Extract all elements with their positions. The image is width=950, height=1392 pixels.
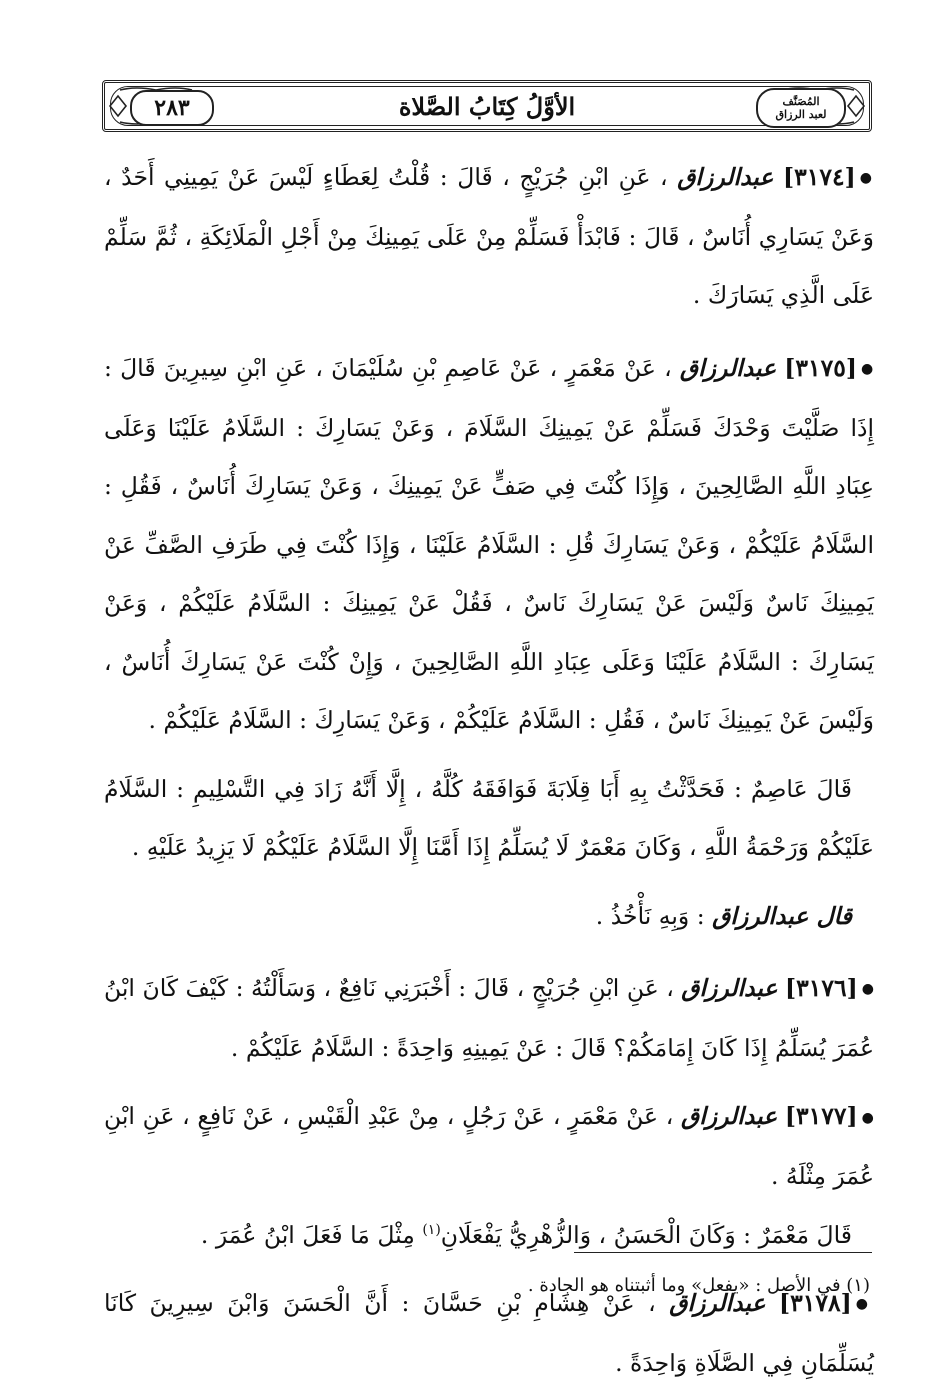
author-label: قال عبدالرزاق — [712, 901, 852, 930]
bullet-icon: ● — [861, 361, 874, 377]
hadith-paragraph — [104, 1087, 874, 1205]
narrator-name: عبدالرزاق — [680, 1102, 778, 1131]
commentary-paragraph — [104, 1206, 874, 1265]
footnote-divider — [574, 1252, 872, 1253]
page-number: ٢٨٣ — [130, 90, 214, 126]
author-statement-text: : وَبِهِ نَأْخُذُ . — [595, 901, 705, 930]
hadith-text: ، عَنِ ابْنِ جُرَيْجٍ ، قَالَ : أَخْبَرَنِي نَافِعٌ ، وَسَأَلْتُهُ : كَيْفَ كَانَ ابْنُ عُمَرَ يُسَلِّمُ إِذَا كَانَ إِمَامَكُمْ؟ قَالَ : عَنْ يَمِينِهِ وَاحِدَةً : السَّلَامُ عَلَيْكُمْ . — [104, 974, 874, 1062]
commentary-text: مِثْلَ مَا فَعَلَ ابْنُ عُمَرَ . — [200, 1220, 415, 1249]
narrator-name: عبدالرزاق — [681, 974, 778, 1002]
hadith-number: [٣١٧٥] — [784, 353, 858, 382]
bullet-icon: ● — [855, 1296, 874, 1313]
bullet-icon: ● — [861, 1109, 874, 1126]
hadith-paragraph — [104, 339, 874, 750]
bullet-icon: ● — [859, 170, 874, 187]
hadith-text: ، عَنِ ابْنِ جُرَيْجٍ ، قَالَ : قُلْتُ لِعَطَاءٍ لَيْسَ عَنْ يَمِينِي أَحَدٌ ، وَعَنْ يَسَارِي أُنَاسٌ ، قَالَ : فَابْدَأْ فَسَلِّمْ مِنْ عَلَى يَمِينِكَ مِنْ أَجْلِ الْمَلَائِكَةِ ، ثُمَّ سَلِّمْ عَلَى الَّذِي يَسَارَكَ . — [104, 163, 874, 310]
page-header — [102, 80, 872, 132]
commentary-text: قَالَ مَعْمَرٌ : وَكَانَ الْحَسَنُ ، وَالزُّهْرِيُّ يَفْعَلَانِ — [440, 1220, 852, 1249]
author-statement — [104, 887, 874, 946]
hadith-paragraph — [104, 959, 874, 1077]
hadith-number: [٣١٧٤] — [782, 163, 856, 191]
bullet-icon: ● — [861, 981, 874, 998]
narrator-name: عبدالرزاق — [677, 163, 774, 191]
footnote-reference[interactable]: (١) — [422, 1221, 441, 1238]
hadith-text: ، عَنْ هِشَامِ بْنِ حَسَّانَ : أَنَّ الْحَسَنَ وَابْنَ سِيرِينَ كَانَا يُسَلِّمَانِ فِي الصَّلَاةِ وَاحِدَةً . — [104, 1289, 874, 1377]
hadith-number: [٣١٧٨] — [779, 1289, 852, 1317]
seal-bottom-text: لعبد الرزاق — [775, 108, 827, 121]
hadith-text: ، عَنْ مَعْمَرٍ ، عَنْ رَجُلٍ ، مِنْ عَبْدِ الْقَيْسِ ، عَنْ نَافِعٍ ، عَنِ ابْنِ عُمَرَ مِثْلَهُ . — [104, 1102, 874, 1190]
hadith-number: [٣١٧٧] — [784, 1102, 858, 1131]
hadith-number: [٣١٧٦] — [784, 974, 858, 1002]
hadith-text: ، عَنْ مَعْمَرٍ ، عَنْ عَاصِمِ بْنِ سُلَيْمَانَ ، عَنِ ابْنِ سِيرِينَ قَالَ : إِذَا صَلَّيْتَ وَحْدَكَ فَسَلِّمْ عَنْ يَمِينِكَ السَّلَامَ ، وَعَنْ يَسَارِكَ : السَّلَامُ عَلَيْنَا وَعَلَى عِبَادِ اللَّهِ الصَّالِحِينَ ، وَإِذَا كُنْتَ فِي صَفٍّ عَنْ يَمِينِكَ ، وَعَنْ يَسَارِكَ أُنَاسٌ ، فَقُلِ : السَّلَامُ عَلَيْكُمْ ، وَعَنْ يَسَارِكَ قُلِ : السَّلَامُ عَلَيْنَا ، وَإِذَا كُنْتَ فِي طَرَفِ الصَّفِّ عَنْ يَمِينِكَ نَاسٌ وَلَيْسَ عَنْ يَسَارِكَ نَاسٌ ، فَقُلْ عَنْ يَمِينِكَ : السَّلَامُ عَلَيْكُمْ ، وَعَنْ يَسَارِكَ : السَّلَامُ عَلَيْنَا وَعَلَى عِبَادِ اللَّهِ الصَّالِحِينَ ، وَإِنْ كُنْتَ عَنْ يَسَارِكَ أُنَاسٌ ، وَلَيْسَ عَنْ يَمِينِكَ نَاسٌ ، فَقُلِ : السَّلَامُ عَلَيْكُمْ ، وَعَنْ يَسَارِكَ : السَّلَامُ عَلَيْكُمْ . — [104, 353, 874, 734]
book-seal — [756, 88, 846, 128]
footnote: (١) في الأصل : «يفعل» وما أثبتناه هو الجادة . — [527, 1275, 870, 1296]
narrator-name: عبدالرزاق — [679, 353, 777, 382]
seal-top-text: المُصَنَّف — [782, 95, 820, 108]
running-title: الأوَّلُ كِتَابُ الصَّلاة — [398, 91, 576, 121]
hadith-paragraph — [104, 148, 874, 325]
narrator-name: عبدالرزاق — [669, 1289, 766, 1317]
commentary-paragraph: قَالَ عَاصِمٌ : فَحَدَّثْتُ بِهِ أَبَا قِلَابَةَ فَوَافَقَهُ كُلَّهُ ، إِلَّا أَنَّهُ زَادَ فِي التَّسْلِيمِ : السَّلَامُ عَلَيْكُمْ وَرَحْمَةُ اللَّهِ ، وَكَانَ مَعْمَرٌ لَا يُسَلِّمُ إِذَا أَمَّنَا إِلَّا السَّلَامُ عَلَيْكُمْ لَا يَزِيدُ عَلَيْهِ . — [104, 774, 874, 861]
